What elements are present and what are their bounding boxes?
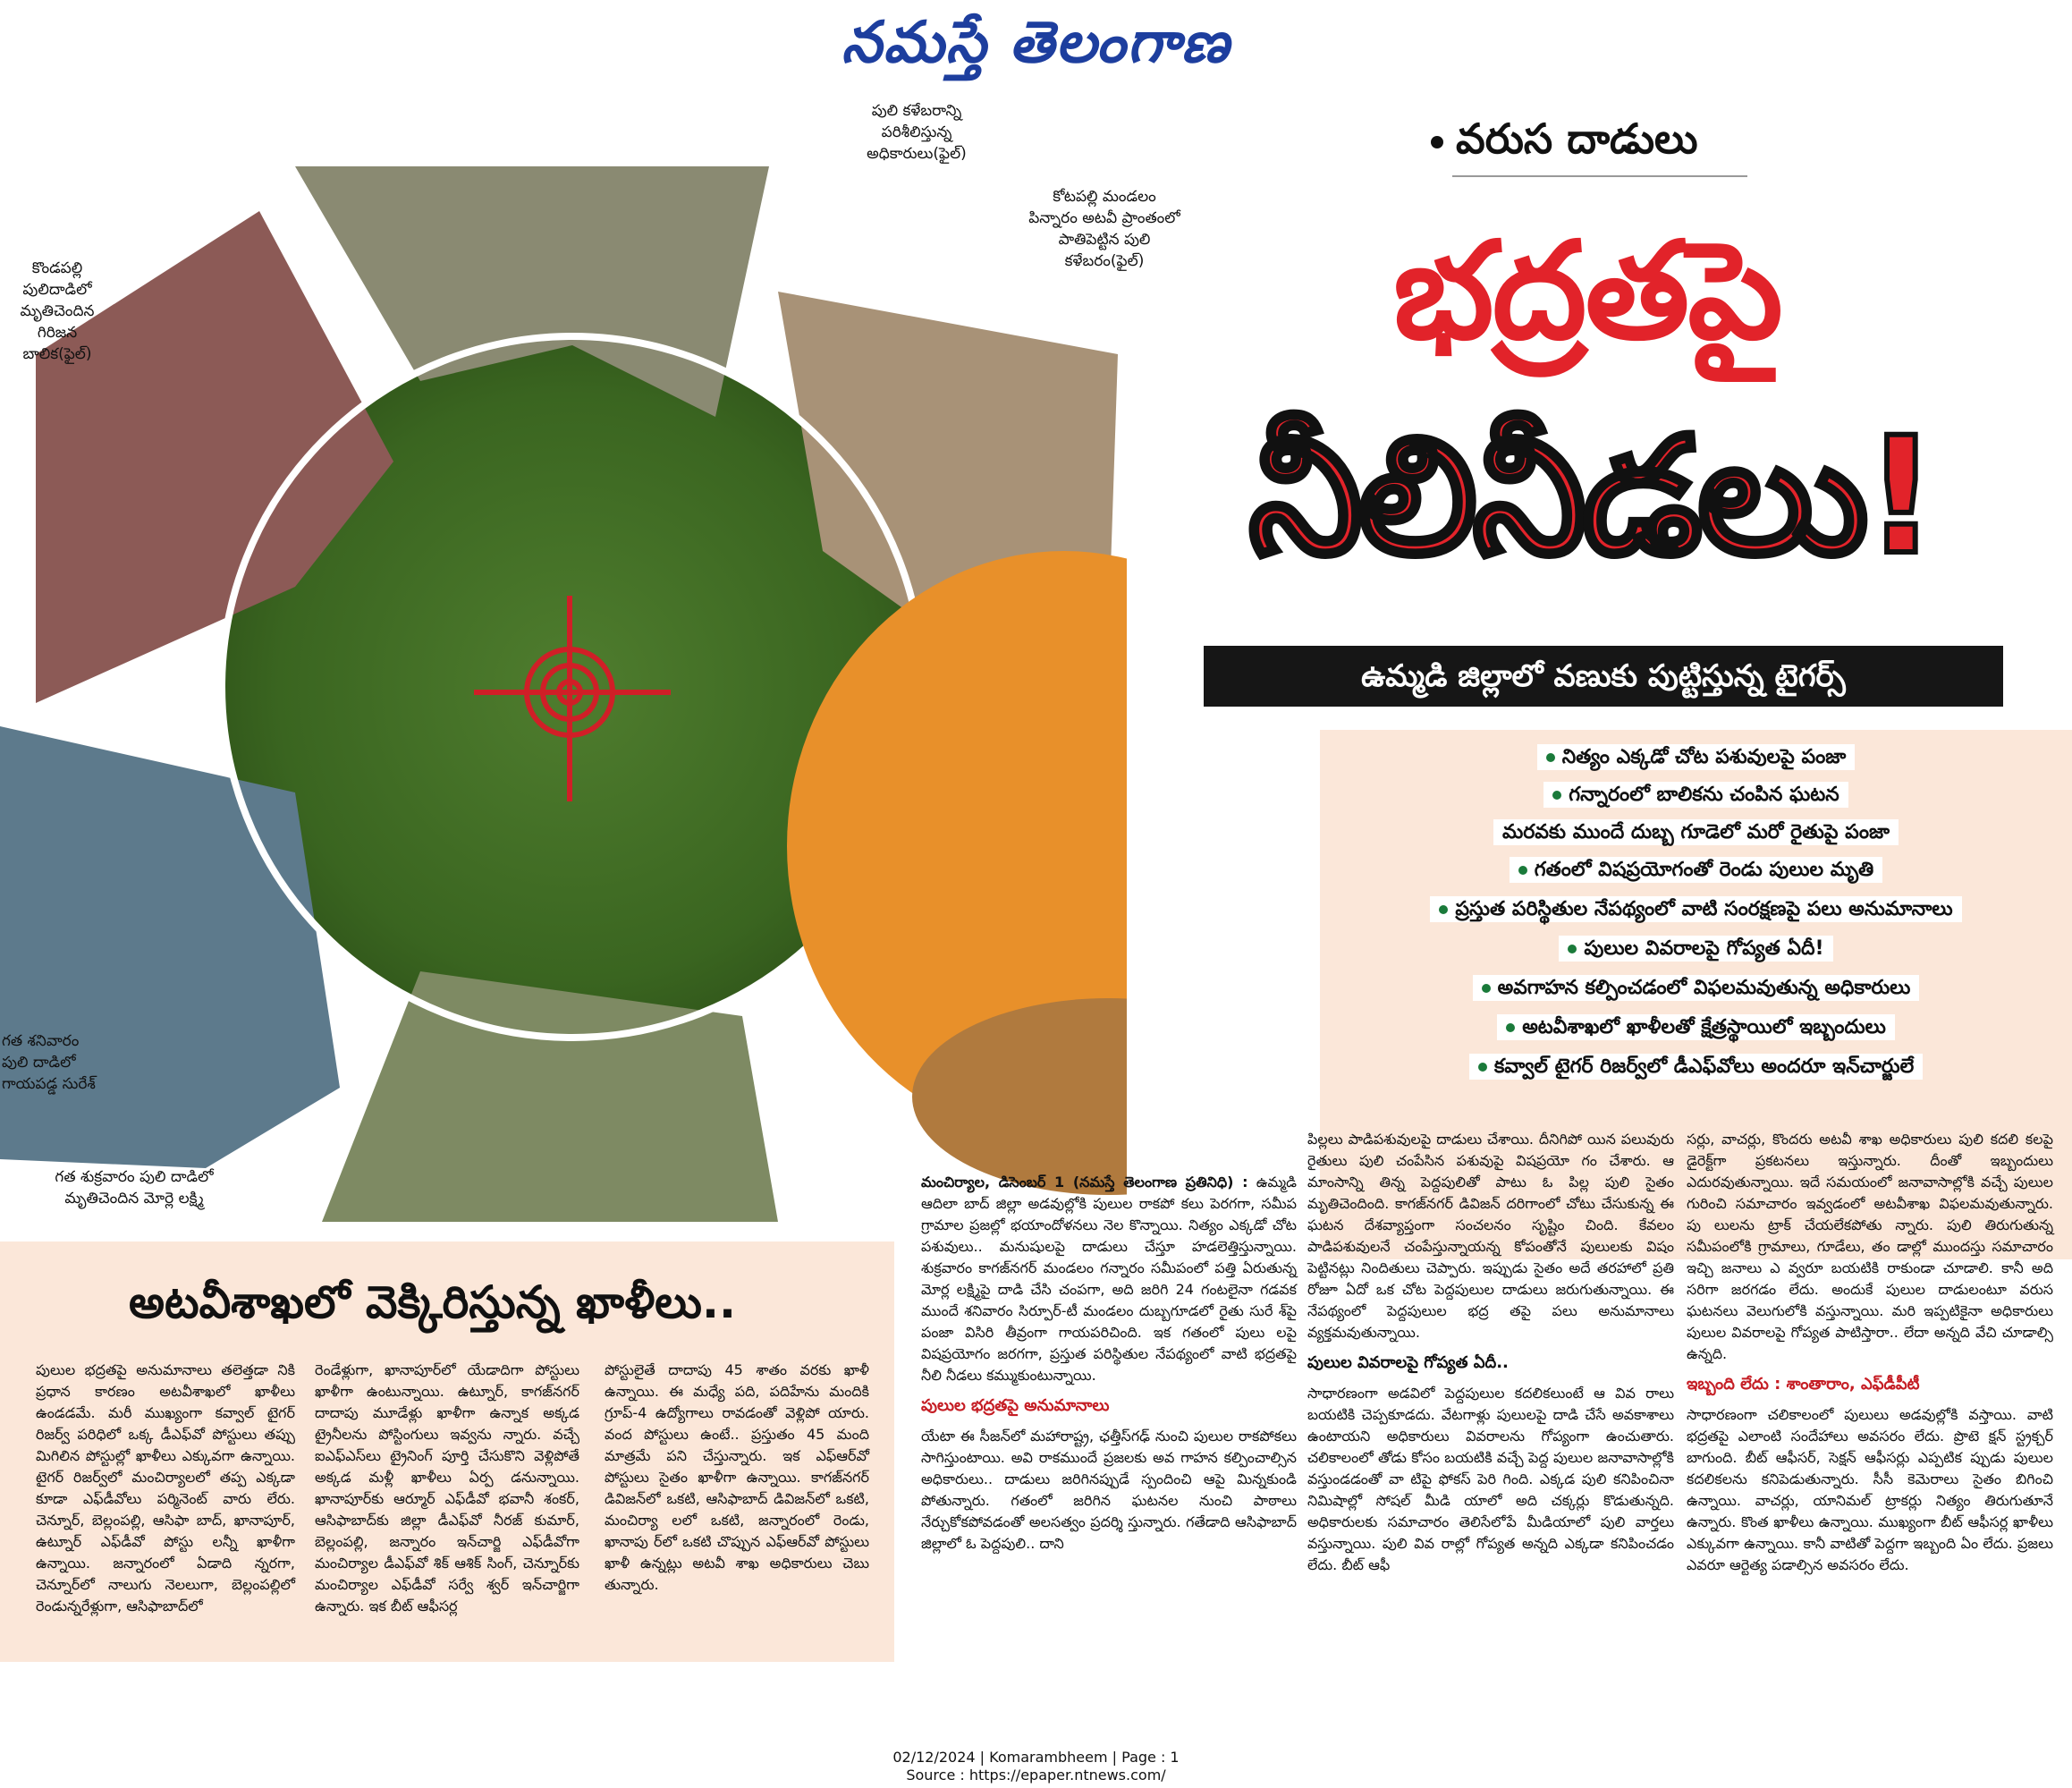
bullet-dot-icon bbox=[1482, 984, 1491, 993]
vacancies-column-1: పులుల భద్రతపై అనుమానాలు తలెత్తడా నికి ప్రధాన కారణం అటవీశాఖలో ఖాళీలు ఉండడమే. మరీ ముఖ్యంగా కవ్వాల్ టైగర్ రిజర్వ్ పరిధిలో ఒక్క డీఎఫ్‌వో పోస్టులు తప్పు మిగిలిన పోస్టుల్లో ఖాళీలు ఎక్కువగా ఉన్నాయి. టైగర్ రిజర్వ్‌లో మంచిర్యాలలో తప్ప ఎక్కడా కూడా ఎఫ్‌డీవోలు పర్మినెంట్ వారు లేరు. చెన్నూర్, బెల్లంపల్లి, ఆసిఫా బాద్, ఖానాపూర్, ఉట్నూర్ ఎఫ్‌డీవో పోస్టు లన్నీ ఖాళీగా ఉన్నాయి. జన్నారంలో ఏడాది న్నరగా, చెన్నూర్‌లో నాలుగు నెలలుగా, బెల్లంపల్లిలో రెండున్నరేళ్లుగా, ఆసిఫాబాద్‌లో bbox=[36, 1361, 295, 1614]
divider bbox=[1452, 175, 1747, 177]
caption-injured-suresh: గత శనివారం పులి దాడిలో గాయపడ్డ సురేశ్ bbox=[2, 1032, 96, 1093]
story-column-2: పిల్లలు పాడిపశువులపై దాడులు చేశాయి. దీనిగిపో యిన పలువురు రైతులు పులి చంపేసిన పశువుపై విషప్రయో గం చేశారు. ఆ మాంసాన్ని తిన్న పెద్దపులితో పాటు ఓ పిల్ల పులి సైతం మృతిచెందింది. కాగజ్‌నగర్ డివిజన్ దరిగాంలో చోటు చేసుకున్న ఈ ఘటన దేశవ్యాప్తంగా సంచలనం సృష్టిం చింది. కేవలం పాడిపశువులనే చంపేస్తున్నాయన్న కోపంతోనే పులులకు విషం పెట్టినట్లు నిందితులు చెప్పారు. ఇప్పుడు సైతం అదే తరహాలో ప్రతి రోజూ ఏదో ఒక చోట పెద్దపులుల దాడులు జరుగుతున్నాయి. ఈ నేపథ్యంలో పెద్దపులుల భద్ర తపై పలు అనుమానాలు వ్యక్తమవుతున్నాయి. పులుల వివరాలపై గోప్యత ఏదీ.. సాధారణంగా అడవిలో పెద్దపులుల కదలికలుంటే ఆ వివ రాలు బయటికి చెప్పకూడదు. వేటగాళ్లు పులులపై దాడి చేసే అవకాశాలు ఉంటాయని అధికారులు వివరాలను గోప్యంగా ఉంచుతారు. చలికాలంలో తోడు కోసం బయటికి వచ్చే పెద్ద పులుల జనావాసాల్లోకి వస్తుండడంతో వా టిపై ఫోకస్ పెరి గింది. ఎక్కడ పులి కనిపించినా నిమిషాల్లో సోషల్ మీడి యాలో అది చక్కర్లు కొడుతున్నది. అధికారులకు సమాచారం తెలిసేలోపే మీడియాలో పులి వార్తలు వస్తున్నాయి. పులి వివ రాల్లో గోప్యత అన్నది ఎక్కడా కనిపించడం లేదు. బీట్ ఆఫీ bbox=[1307, 1131, 1674, 1573]
headline-line-2: నీలినీడలు! bbox=[1249, 403, 1934, 590]
section-heading: పులుల భద్రతపై అనుమానాలు bbox=[921, 1396, 1110, 1415]
vacancies-column-3: పోస్టులైతే దాదాపు 45 శాతం వరకు ఖాళీ ఉన్నాయి. ఈ మధ్యే పది, పదిహేను మందికి గ్రూప్-4 ఉద్యోగాలు రావడంతో వెళ్లిపో యారు. వంద పోస్టులు ఉంటే.. ప్రస్తుతం 45 మంది మాత్రమే పని చేస్తున్నారు. ఇక ఎఫ్‌ఆర్‌వో పోస్టులు సైతం ఖాళీగా ఉన్నాయి. కాగజ్‌నగర్ డివిజన్‌లో ఒకటి, ఆసిఫాబాద్ డివిజన్‌లో ఒకటి, మంచిర్యా లలో ఒకటి, జన్నారంలో రెండు, ఖానాపు ర్‌లో ఒకటి చొప్పున ఎఫ్‌ఆర్‌వో పోస్టులు ఖాళీ ఉన్నట్లు అటవీ శాఖ అధికారులు చెబు తున్నారు. bbox=[605, 1361, 869, 1593]
story-column-3: సర్లు, వాచర్లు, కొందరు అటవీ శాఖ అధికారులు పులి కదలి కలపై డైరెక్ట్‌గా ప్రకటనలు ఇస్తున్నారు. దీంతో ఇబ్బందులు ఎదురవుతున్నాయి. ఇదే సమయంలో జనావాసాల్లోకి వచ్చే పులుల గురించి సమాచారం ఇవ్వడంలో అటవీశాఖ విఫలమవుతున్నారు. పు లులను ట్రాక్ చేయలేకపోతు న్నారు. పులి తిరుగుతున్న సమీపంలోకి గ్రామాలు, గూడేలు, తం డాల్లో ముందస్తు సమాచారం ఇచ్చి జనాలు ఎ వ్వరూ బయటికి రాకుండా చూడాలి. కానీ అది సరిగా జరగడం లేదు. అందుకే పులుల దాడులంటూ వరుస ఘటనలు వెలుగులోకి వస్తున్నాయి. మరి ఇప్పటికైనా అధికారులు పులుల వివరాలపై గోప్యత పాటిస్తారా.. లేదా అన్నది వేచి చూడాల్సి ఉన్నది. ఇబ్బంది లేదు : శాంతారాం, ఎఫ్‌డీపీటీ సాధారణంగా చలికాలంలో పులులు అడవుల్లోకి వస్తాయి. వాటి భద్రతపై ఎలాంటి సందేహాలు అవసరం లేదు. ప్రొటె క్షన్ స్ట్రక్చర్ బాగుంది. బీట్ ఆఫీసర్, సెక్షన్ ఆఫీసర్లు ఎప్పటిక ప్పుడు పులుల కదలికలను కనిపెడుతున్నారు. సీసీ కెమెరాలు సైతం బిగించి ఉన్నాయి. వాచర్లు, యానిమల్ ట్రాకర్లు నిత్యం తిరుగుతూనే ఉన్నారు. కొంత ఖాళీలు ఉన్నాయి. ముఖ్యంగా బీట్ ఆఫీసర్ల ఖాళీలు ఎక్కువగా ఉన్నాయి. కానీ వాటితో పెద్దగా ఇబ్బంది ఏం లేదు. ప్రజలు ఎవరూ ఆర్టెత్య పడాల్సిన అవసరం లేదు. bbox=[1687, 1131, 2053, 1573]
footer-source-link[interactable]: Source : https://epaper.ntnews.com/ bbox=[906, 1767, 1166, 1784]
section-heading: ఇబ్బంది లేదు : శాంతారాం, ఎఫ్‌డీపీటీ bbox=[1687, 1375, 1920, 1394]
caption-officials: పులి కళేబరాన్ని పరిశీలిస్తున్న అధికారులు(ఫైల్) bbox=[867, 102, 967, 163]
highlight-item: ప్రస్తుత పరిస్థితుల నేపథ్యంలో వాటి సంరక్షణపై పలు అనుమానాలు bbox=[1320, 894, 2072, 925]
highlight-item: అటవీశాఖలో ఖాళీలతో క్షేత్రస్థాయిలో ఇబ్బందులు bbox=[1320, 1013, 2072, 1043]
bullet-dot-icon bbox=[1506, 1023, 1515, 1032]
highlight-item: కవ్వాల్ టైగర్ రిజర్వ్‌లో డీఎఫ్‌వోలు అందరూ ఇన్‌చార్జులే bbox=[1320, 1052, 2072, 1082]
highlight-item: అవగాహన కల్పించడంలో విఫలమవుతున్న అధికారులు bbox=[1320, 973, 2072, 1004]
photo-collage bbox=[0, 86, 1127, 1231]
highlight-item: మరవకు ముందే దుబ్బ గూడెలో మరో రైతుపై పంజా bbox=[1320, 818, 2072, 848]
newspaper-title: నమస్తే తెలంగాణ bbox=[841, 9, 1231, 76]
bullet-dot-icon bbox=[1518, 866, 1527, 875]
footer-date: 02/12/2024 | Komarambheem | Page : 1 bbox=[892, 1749, 1180, 1766]
bullet-dot-icon bbox=[1568, 945, 1577, 953]
caption-victim-lakshmi: గత శుక్రవారం పులి దాడిలో మృతిచెందిన మోర్లె లక్ష్మి bbox=[55, 1168, 214, 1208]
caption-buried-carcass: కోటపల్లి మండలం పిన్నారం అటవీ ప్రాంతంలో పాతిపెట్టిన పులి కళేబరం(ఫైల్) bbox=[1028, 188, 1180, 270]
page-footer bbox=[0, 1749, 2072, 1788]
highlight-item: పులుల వివరాలపై గోప్యత ఏదీ! bbox=[1320, 934, 2072, 964]
bullet-dot-icon bbox=[1552, 791, 1561, 800]
vacancies-subhead: అటవీశాఖలో వెక్కిరిస్తున్న ఖాళీలు.. bbox=[129, 1276, 736, 1328]
bullet-dot-icon bbox=[1431, 136, 1443, 148]
highlight-item: నిత్యం ఎక్కడో చోట పశువులపై పంజా bbox=[1320, 742, 2072, 773]
headline-line-1: భద్రతపై bbox=[1393, 214, 1781, 369]
injured-suresh-photo bbox=[0, 726, 340, 1168]
highlight-item: గతంలో విషప్రయోగంతో రెండు పులుల మృతి bbox=[1320, 855, 2072, 886]
story-column-1: మంచిర్యాల, డిసెంబర్ 1 (నమస్తే తెలంగాణ ప్రతినిధి) : ఉమ్మడి ఆదిలా బాద్ జిల్లా అడవుల్లోకి పులుల రాకపో కలు పెరగగా, సమీప గ్రామాల ప్రజల్లో భయాందోళనలు నెల కొన్నాయి. నిత్యం ఎక్కడో చోట పశువులు.. మనుషులపై దాడులు చేస్తూ హడలెత్తిస్తున్నాయి. శుక్రవారం కాగజ్‌నగర్ మండలం గన్నారం సమీపంలో పత్తి ఏరుతున్న మోర్ల లక్ష్మిపై దాడి చేసి చంపగా, అది జరిగి 24 గంటలైనా గడవక ముందే శనివారం సిర్పూర్-టీ మండలం దుబ్బగూడలో రైతు సురే శ్‌పై పంజా విసిరి తీవ్రంగా గాయపరిచింది. ఇక గతంలో పులు లపై విషప్రయోగం జరగగా, ప్రస్తుత పరిస్థితుల నేపథ్యంలో వాటి భద్రతపై నీలి నీడలు కమ్ముకుంటున్నాయి. పులుల భద్రతపై అనుమానాలు యేటా ఈ సీజన్‌లో మహారాష్ట్ర, ఛత్తీస్‌గఢ్ నుంచి పులుల రాకపోకలు సాగిస్తుంటాయి. అవి రాకముందే ప్రజలకు అవ గాహన కల్పించాల్సిన అధికారులు.. దాడులు జరిగినప్పుడే స్పందించి ఆపై మిన్నకుండి పోతున్నారు. గతంలో జరిగిన ఘటనల నుంచి పాఠాలు నేర్చుకోకపోవడంతో అలసత్వం ప్రదర్శి స్తున్నారు. గతేడాది ఆసిఫాబాద్ జిల్లాలో ఓ పెద్దపులి.. దాని bbox=[921, 1174, 1297, 1552]
kicker: వరుస దాడులు bbox=[1431, 114, 1749, 170]
bullet-dot-icon bbox=[1478, 1063, 1487, 1072]
dateline: మంచిర్యాల, డిసెంబర్ 1 (నమస్తే తెలంగాణ ప్రతినిధి) : bbox=[921, 1174, 1248, 1191]
masthead bbox=[0, 0, 2072, 86]
caption-victim-girl: కొండపల్లి పులిదాడిలో మృతిచెందిన గిరిజన బాలిక(ఫైల్) bbox=[20, 259, 95, 363]
bullet-dot-icon bbox=[1546, 753, 1555, 762]
deck-bar: ఉమ్మడి జిల్లాలో వణుకు పుట్టిస్తున్న టైగర్స్ bbox=[1204, 646, 2003, 707]
vacancies-column-2: రెండేళ్లుగా, ఖానాపూర్‌లో యేడాదిగా పోస్టులు ఖాళీగా ఉంటున్నాయి. ఉట్నూర్, కాగజ్‌నగర్ దాదాపు మూడేళ్లు ఖాళీగా ఉన్నాక అక్కడ ట్రైనీలను పోస్టింగులు ఇవ్వను న్నారు. వచ్చే ఐఎఫ్‌ఎస్‌లు ట్రైనింగ్ పూర్తి చేసుకొని వెళ్లిపోతే అక్కడ మళ్లీ ఖాళీలు ఏర్ప డనున్నాయి. ఖానాపూర్‌కు ఆర్మూర్ ఎఫ్‌డీవో భవానీ శంకర్, ఆసిఫాబాద్‌కు జిల్లా డీఎఫ్‌వో నీరజ్ కుమార్, బెల్లంపల్లి, జన్నారం ఇన్‌చార్జి ఎఫ్‌డీవోగా మంచిర్యాల డీఎఫ్‌వో శిక్ ఆశిక్ సింగ్, చెన్నూర్‌కు మంచిర్యాల ఎఫ్‌డీవో సర్వే శ్వర్ ఇన్‌చార్జిగా ఉన్నారు. ఇక బీట్ ఆఫీసర్ల bbox=[315, 1361, 579, 1614]
section-heading: పులుల వివరాలపై గోప్యత ఏదీ.. bbox=[1307, 1353, 1509, 1372]
highlight-item: గన్నారంలో బాలికను చంపిన ఘటన bbox=[1320, 780, 2072, 810]
bullet-dot-icon bbox=[1439, 905, 1448, 914]
